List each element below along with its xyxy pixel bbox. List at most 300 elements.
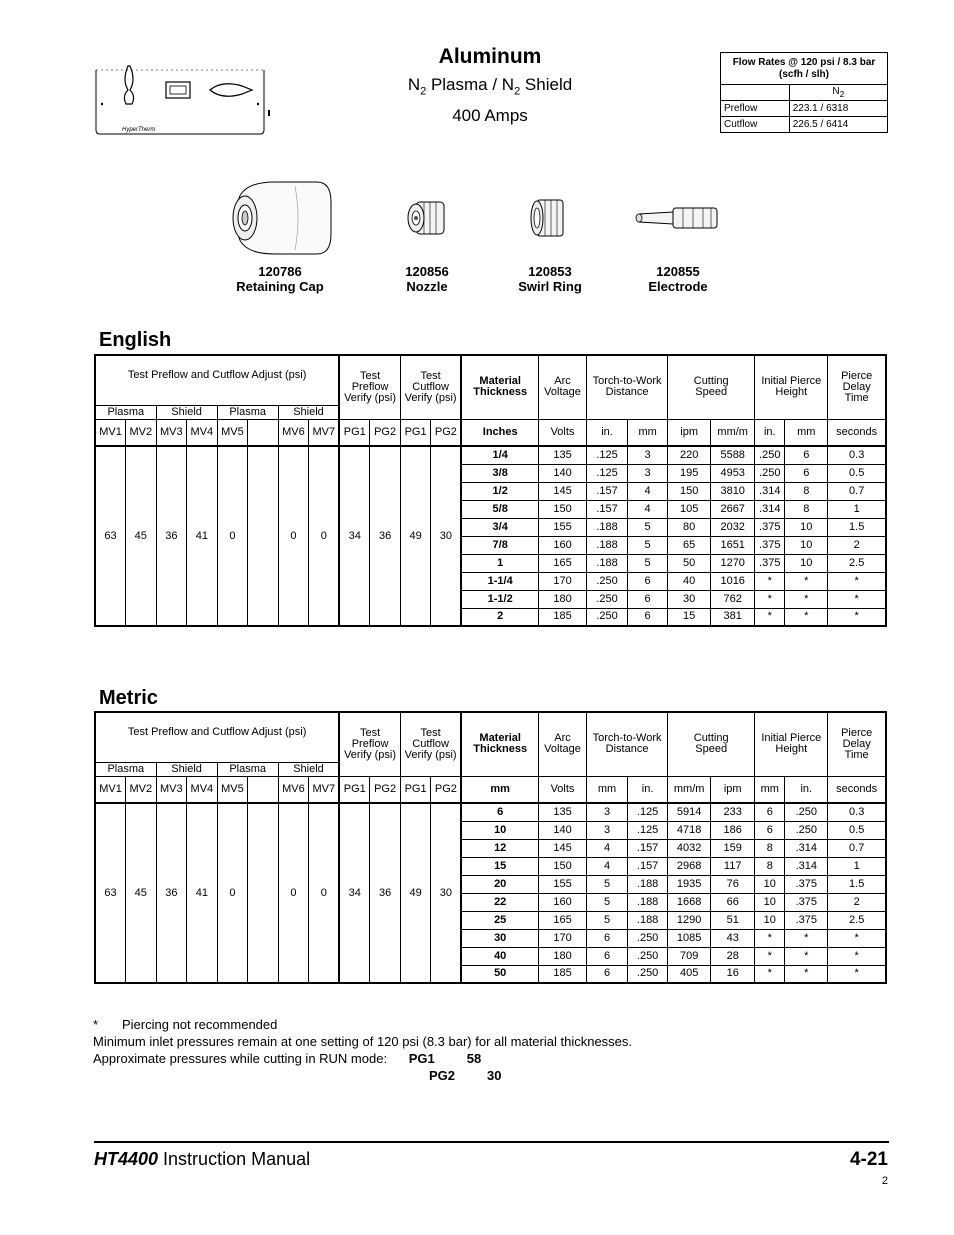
data-cell: .375 <box>755 554 785 572</box>
data-cell: 28 <box>711 947 755 965</box>
data-cell: * <box>785 929 828 947</box>
flow-rates-table <box>720 52 888 133</box>
data-cell: 6 <box>587 947 628 965</box>
pg1-value: 58 <box>466 1051 482 1066</box>
thickness-cell: 15 <box>461 857 538 875</box>
pierce-height-header: Initial Pierce Height <box>755 712 828 776</box>
unit-header: mm <box>755 776 785 803</box>
valve-header <box>248 776 279 803</box>
data-cell: 762 <box>711 590 755 608</box>
data-cell: 220 <box>668 446 711 464</box>
asterisk: * <box>93 1017 99 1032</box>
adjust-header: Test Preflow and Cutflow Adjust (psi) <box>95 712 339 762</box>
table-row <box>95 446 886 464</box>
data-cell: 30 <box>668 590 711 608</box>
unit-header: seconds <box>828 776 886 803</box>
notes-block <box>93 1016 632 1084</box>
metric-section-title: Metric <box>99 687 158 709</box>
data-cell: 8 <box>785 500 828 518</box>
thickness-cell: 10 <box>461 821 538 839</box>
valve-header: PG2 <box>370 776 401 803</box>
data-cell: 0.7 <box>828 482 886 500</box>
data-cell: 1 <box>828 500 886 518</box>
data-cell: * <box>785 965 828 983</box>
cutting-speed-header: Cutting Speed <box>668 355 755 419</box>
data-cell: 170 <box>538 929 586 947</box>
gas-subtitle: $N_2$ Plasma / $N_2$ Shield <box>407 75 573 98</box>
data-cell: 3 <box>628 446 668 464</box>
data-cell: 195 <box>668 464 711 482</box>
valve-header: MV2 <box>126 419 157 446</box>
test-cutflow-header: Test Cutflow Verify (psi) <box>400 712 461 776</box>
cutting-speed-header: Cutting Speed <box>668 712 755 776</box>
data-cell: 5 <box>628 554 668 572</box>
data-cell: 0.5 <box>828 464 886 482</box>
data-cell: .250 <box>628 929 668 947</box>
data-cell: 1290 <box>668 911 711 929</box>
data-cell: 5 <box>587 893 628 911</box>
group-plasma: Plasma <box>95 405 156 419</box>
data-cell: 159 <box>711 839 755 857</box>
data-cell: * <box>755 608 785 626</box>
data-cell: .375 <box>785 911 828 929</box>
data-cell: 6 <box>628 608 668 626</box>
english-cut-chart-table <box>94 354 887 627</box>
data-cell: 145 <box>538 839 586 857</box>
data-cell: .375 <box>755 518 785 536</box>
group-plasma: Plasma <box>217 405 278 419</box>
data-cell: * <box>785 608 828 626</box>
inlet-pressure-note: Minimum inlet pressures remain at one setting of 120 psi (8.3 bar) for all material thicknesses. <box>93 1034 633 1049</box>
setting-value: 41 <box>187 446 218 626</box>
data-cell: 1668 <box>668 893 711 911</box>
unit-header: mm <box>461 776 538 803</box>
data-cell: 65 <box>668 536 711 554</box>
part-electrode <box>618 178 738 294</box>
thickness-cell: 1 <box>461 554 538 572</box>
data-cell: .375 <box>785 875 828 893</box>
thickness-cell: 1/4 <box>461 446 538 464</box>
data-cell: * <box>785 947 828 965</box>
data-cell: 160 <box>538 536 586 554</box>
data-cell: * <box>828 590 886 608</box>
unit-header: in. <box>785 776 828 803</box>
data-cell: 40 <box>668 572 711 590</box>
thickness-cell: 12 <box>461 839 538 857</box>
valve-header: MV5 <box>217 419 248 446</box>
data-cell: * <box>828 608 886 626</box>
units-row <box>95 776 886 803</box>
setting-value: 36 <box>156 803 187 983</box>
data-cell: 10 <box>785 536 828 554</box>
arc-voltage-header: Arc Voltage <box>538 712 586 776</box>
data-cell: 135 <box>538 446 586 464</box>
units-row <box>95 419 886 446</box>
data-cell: * <box>828 947 886 965</box>
data-cell: 16 <box>711 965 755 983</box>
unit-header: mm <box>587 776 628 803</box>
valve-header: PG2 <box>431 419 462 446</box>
part-name: Electrode <box>648 279 708 294</box>
data-cell: 2 <box>828 536 886 554</box>
valve-header: MV2 <box>126 776 157 803</box>
data-cell: .250 <box>628 965 668 983</box>
valve-header: PG2 <box>431 776 462 803</box>
data-cell: * <box>828 965 886 983</box>
setting-value: 0 <box>217 803 248 983</box>
unit-header: Inches <box>461 419 538 446</box>
data-cell: 8 <box>755 839 785 857</box>
thickness-cell: 3/4 <box>461 518 538 536</box>
data-cell: 1085 <box>668 929 711 947</box>
setting-value: 34 <box>339 803 370 983</box>
nozzle-icon <box>402 178 452 258</box>
data-cell: 0.3 <box>828 446 886 464</box>
data-cell: .314 <box>755 482 785 500</box>
data-cell: 140 <box>538 464 586 482</box>
data-cell: 155 <box>538 518 586 536</box>
setting-value: 45 <box>126 446 157 626</box>
data-cell: 6 <box>755 803 785 821</box>
data-cell: 4953 <box>711 464 755 482</box>
setting-value: 36 <box>370 803 401 983</box>
consumable-parts <box>0 178 954 298</box>
data-cell: 180 <box>538 590 586 608</box>
data-cell: 170 <box>538 572 586 590</box>
data-cell: 3 <box>628 464 668 482</box>
valve-header: MV1 <box>95 776 126 803</box>
data-cell: .314 <box>785 839 828 857</box>
data-cell: 80 <box>668 518 711 536</box>
data-cell: 76 <box>711 875 755 893</box>
part-number: 120856 <box>405 264 449 279</box>
data-cell: 2.5 <box>828 911 886 929</box>
pg1-label: PG1 <box>408 1051 435 1066</box>
valve-header: MV7 <box>309 776 340 803</box>
title-block <box>370 44 610 128</box>
data-cell: 150 <box>538 500 586 518</box>
data-cell: 8 <box>785 482 828 500</box>
thickness-cell: 1-1/2 <box>461 590 538 608</box>
setting-value: 49 <box>400 446 431 626</box>
thickness-cell: 40 <box>461 947 538 965</box>
unit-header: in. <box>587 419 628 446</box>
footer-rule <box>94 1141 889 1143</box>
data-cell: .157 <box>587 500 628 518</box>
metric-cut-chart-table <box>94 711 887 984</box>
setting-value: 0 <box>278 803 309 983</box>
unit-header: ipm <box>668 419 711 446</box>
setting-value: 30 <box>431 446 462 626</box>
unit-header: Volts <box>538 776 586 803</box>
data-cell: * <box>755 590 785 608</box>
data-cell: 5588 <box>711 446 755 464</box>
data-cell: 4 <box>628 482 668 500</box>
valve-header: PG1 <box>400 776 431 803</box>
part-name: Nozzle <box>406 279 448 294</box>
torch-distance-header: Torch-to-Work Distance <box>587 355 668 419</box>
part-swirl-ring <box>490 178 610 294</box>
data-cell: 160 <box>538 893 586 911</box>
data-cell: 6 <box>755 821 785 839</box>
valve-header: MV1 <box>95 419 126 446</box>
group-shield: Shield <box>278 405 339 419</box>
data-cell: 3 <box>587 821 628 839</box>
setting-value: 49 <box>400 803 431 983</box>
test-preflow-header: Test Preflow Verify (psi) <box>339 712 400 776</box>
setting-value: 0 <box>309 446 340 626</box>
data-cell: 6 <box>587 965 628 983</box>
unit-header: ipm <box>711 776 755 803</box>
valve-header: PG1 <box>339 776 370 803</box>
pierce-delay-header: Pierce Delay Time <box>828 712 886 776</box>
data-cell: .250 <box>628 947 668 965</box>
data-cell: 10 <box>755 893 785 911</box>
data-cell: 2 <box>828 893 886 911</box>
data-cell: 0.7 <box>828 839 886 857</box>
data-cell: 2667 <box>711 500 755 518</box>
thickness-cell: 6 <box>461 803 538 821</box>
data-cell: * <box>785 590 828 608</box>
valve-header: PG1 <box>400 419 431 446</box>
group-plasma: Plasma <box>95 762 156 776</box>
data-cell: .188 <box>628 911 668 929</box>
unit-header: Volts <box>538 419 586 446</box>
data-cell: .188 <box>587 536 628 554</box>
data-cell: .375 <box>785 893 828 911</box>
data-cell: 0.3 <box>828 803 886 821</box>
data-cell: 43 <box>711 929 755 947</box>
group-shield: Shield <box>156 405 217 419</box>
data-cell: 6 <box>628 572 668 590</box>
data-cell: 405 <box>668 965 711 983</box>
pierce-delay-header: Pierce Delay Time <box>828 355 886 419</box>
setting-value <box>248 446 279 626</box>
setting-value: 0 <box>278 446 309 626</box>
data-cell: 10 <box>755 911 785 929</box>
part-retaining-cap <box>210 178 350 294</box>
data-cell: .188 <box>628 875 668 893</box>
data-cell: 5 <box>628 518 668 536</box>
valve-header: MV3 <box>156 419 187 446</box>
data-cell: .250 <box>755 446 785 464</box>
flow-row-label: Cutflow <box>721 117 790 133</box>
data-cell: 4032 <box>668 839 711 857</box>
setting-value: 0 <box>309 803 340 983</box>
thickness-cell: 20 <box>461 875 538 893</box>
data-cell: * <box>755 947 785 965</box>
data-cell: .125 <box>628 821 668 839</box>
data-cell: 1.5 <box>828 875 886 893</box>
part-number: 120786 <box>258 264 302 279</box>
data-cell: 165 <box>538 554 586 572</box>
adjust-header: Test Preflow and Cutflow Adjust (psi) <box>95 355 339 405</box>
data-cell: .375 <box>755 536 785 554</box>
data-cell: 2032 <box>711 518 755 536</box>
footer-manual-title: HT4400 Instruction Manual <box>94 1149 311 1169</box>
data-cell: .250 <box>785 821 828 839</box>
setting-value <box>248 803 279 983</box>
table-row <box>95 803 886 821</box>
data-cell: 5 <box>628 536 668 554</box>
data-cell: 3810 <box>711 482 755 500</box>
flow-row-value: 223.1 / 6318 <box>789 101 887 117</box>
data-cell: 381 <box>711 608 755 626</box>
unit-header: mm <box>628 419 668 446</box>
data-cell: 2968 <box>668 857 711 875</box>
data-cell: .157 <box>628 857 668 875</box>
setting-value: 41 <box>187 803 218 983</box>
data-cell: 4 <box>628 500 668 518</box>
valve-header <box>248 419 279 446</box>
data-cell: 6 <box>785 464 828 482</box>
data-cell: 180 <box>538 947 586 965</box>
valve-header: PG1 <box>339 419 370 446</box>
english-section-title: English <box>99 329 172 351</box>
part-number: 120855 <box>656 264 700 279</box>
valve-header: MV4 <box>187 419 218 446</box>
group-plasma: Plasma <box>217 762 278 776</box>
console-drawing-icon <box>92 60 270 140</box>
data-cell: 145 <box>538 482 586 500</box>
data-cell: 105 <box>668 500 711 518</box>
setting-value: 45 <box>126 803 157 983</box>
console-brand-label: HyperTherm <box>122 127 156 133</box>
valve-header: MV6 <box>278 419 309 446</box>
flow-row-label: Preflow <box>721 101 790 117</box>
pg2-value: 30 <box>487 1068 502 1083</box>
data-cell: 6 <box>587 929 628 947</box>
data-cell: 8 <box>755 857 785 875</box>
pg2-label: PG2 <box>429 1068 456 1083</box>
thickness-cell: 22 <box>461 893 538 911</box>
data-cell: .250 <box>587 590 628 608</box>
data-cell: 6 <box>785 446 828 464</box>
data-cell: .188 <box>628 893 668 911</box>
data-cell: 5 <box>587 875 628 893</box>
flow-gas-header: $N_2$ <box>789 85 887 101</box>
data-cell: 1935 <box>668 875 711 893</box>
part-nozzle <box>362 178 492 294</box>
data-cell: 140 <box>538 821 586 839</box>
thickness-cell: 2 <box>461 608 538 626</box>
data-cell: 51 <box>711 911 755 929</box>
setting-value: 36 <box>156 446 187 626</box>
material-thickness-header: Material Thickness <box>461 355 538 419</box>
data-cell: .188 <box>587 554 628 572</box>
data-cell: * <box>828 929 886 947</box>
thickness-cell: 1/2 <box>461 482 538 500</box>
data-cell: .314 <box>755 500 785 518</box>
valve-header: MV4 <box>187 776 218 803</box>
data-cell: .250 <box>587 572 628 590</box>
data-cell: 10 <box>785 518 828 536</box>
thickness-cell: 7/8 <box>461 536 538 554</box>
data-cell: 150 <box>668 482 711 500</box>
valve-header: PG2 <box>370 419 401 446</box>
data-cell: 185 <box>538 965 586 983</box>
group-shield: Shield <box>278 762 339 776</box>
valve-header: MV5 <box>217 776 248 803</box>
data-cell: * <box>755 929 785 947</box>
current-subtitle: 400 Amps <box>452 106 528 126</box>
page-title: Aluminum <box>438 45 542 68</box>
run-mode-note: Approximate pressures while cutting in RUN mode: <box>93 1051 388 1066</box>
part-number: 120853 <box>528 264 572 279</box>
data-cell: 2.5 <box>828 554 886 572</box>
electrode-icon <box>633 178 723 258</box>
data-cell: 233 <box>711 803 755 821</box>
pierce-height-header: Initial Pierce Height <box>755 355 828 419</box>
data-cell: 6 <box>628 590 668 608</box>
swirl-ring-icon <box>525 178 575 258</box>
data-cell: .250 <box>785 803 828 821</box>
footer-section-page: 4-21 <box>849 1149 888 1170</box>
data-cell: 135 <box>538 803 586 821</box>
unit-header: mm/m <box>711 419 755 446</box>
data-cell: 10 <box>785 554 828 572</box>
data-cell: * <box>828 572 886 590</box>
data-cell: 66 <box>711 893 755 911</box>
unit-header: mm/m <box>668 776 711 803</box>
data-cell: .125 <box>587 464 628 482</box>
setting-value: 34 <box>339 446 370 626</box>
setting-value: 30 <box>431 803 462 983</box>
part-name: Retaining Cap <box>236 279 324 294</box>
data-cell: 10 <box>755 875 785 893</box>
valve-header: MV3 <box>156 776 187 803</box>
unit-header: in. <box>628 776 668 803</box>
thickness-cell: 3/8 <box>461 464 538 482</box>
setting-value: 63 <box>95 803 126 983</box>
data-cell: 3 <box>587 803 628 821</box>
asterisk-note: Piercing not recommended <box>122 1017 278 1032</box>
data-cell: 0.5 <box>828 821 886 839</box>
unit-header: seconds <box>828 419 886 446</box>
data-cell: 50 <box>668 554 711 572</box>
data-cell: 1651 <box>711 536 755 554</box>
data-cell: * <box>755 572 785 590</box>
data-cell: * <box>785 572 828 590</box>
group-shield: Shield <box>156 762 217 776</box>
retaining-cap-icon <box>225 178 335 258</box>
data-cell: 5 <box>587 911 628 929</box>
data-cell: 150 <box>538 857 586 875</box>
unit-header: mm <box>785 419 828 446</box>
data-cell: .188 <box>587 518 628 536</box>
part-name: Swirl Ring <box>518 279 582 294</box>
data-cell: 1 <box>828 857 886 875</box>
setting-value: 36 <box>370 446 401 626</box>
data-cell: 4718 <box>668 821 711 839</box>
thickness-cell: 5/8 <box>461 500 538 518</box>
data-cell: 709 <box>668 947 711 965</box>
data-cell: .157 <box>628 839 668 857</box>
data-cell: 4 <box>587 857 628 875</box>
arc-voltage-header: Arc Voltage <box>538 355 586 419</box>
data-cell: 117 <box>711 857 755 875</box>
test-cutflow-header: Test Cutflow Verify (psi) <box>400 355 461 419</box>
setting-value: 0 <box>217 446 248 626</box>
data-cell: .125 <box>628 803 668 821</box>
valve-header: MV6 <box>278 776 309 803</box>
data-cell: .250 <box>755 464 785 482</box>
unit-header: in. <box>755 419 785 446</box>
thickness-cell: 50 <box>461 965 538 983</box>
data-cell: 186 <box>711 821 755 839</box>
valve-header: MV7 <box>309 419 340 446</box>
data-cell: 185 <box>538 608 586 626</box>
